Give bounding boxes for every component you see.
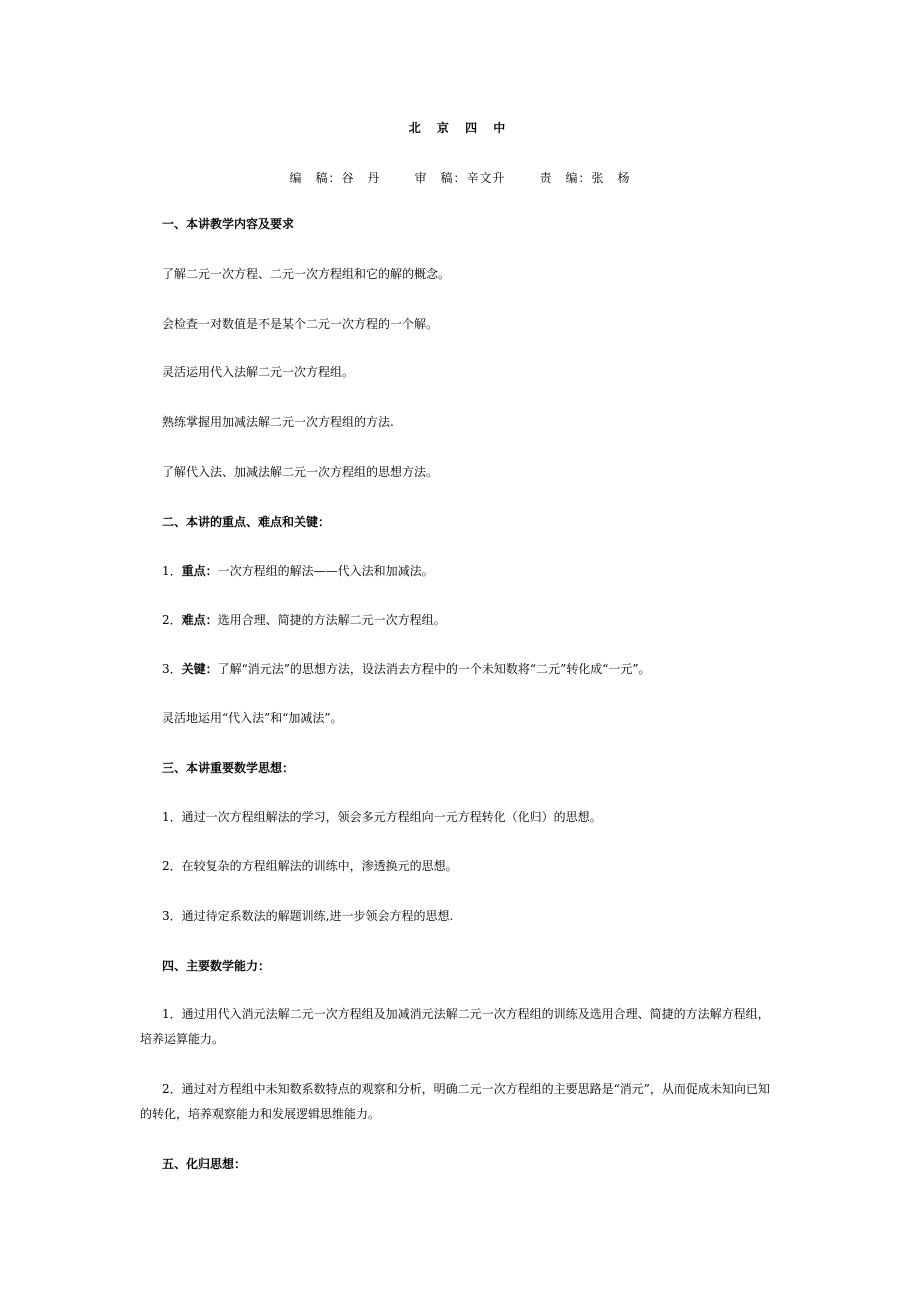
section-2-item-key [162, 661, 650, 677]
item-label: 重点： [181, 564, 218, 578]
section-1-item: 了解代入法、加减法解二元一次方程组的思想方法。 [162, 465, 439, 479]
section-1-item: 灵活运用代入法解二元一次方程组。 [162, 365, 355, 379]
section-2-item-difficulty [162, 612, 446, 628]
item-number: 1． [162, 564, 182, 578]
item-label: 关键： [181, 662, 218, 676]
item-number: 3． [162, 662, 182, 676]
item-text: 选用合理、简捷的方法解二元一次方程组。 [217, 613, 446, 627]
section-2-item-key-point [162, 563, 434, 579]
section-1-heading: 一、本讲教学内容及要求 [162, 217, 295, 231]
item-number: 2． [162, 613, 182, 627]
section-1-item: 会检查一对数值是不是某个二元一次方程的一个解。 [162, 317, 439, 331]
credits-line [0, 170, 920, 186]
section-3-item: 2．在较复杂的方程组解法的训练中，渗透换元的思想。 [162, 859, 458, 873]
section-2-heading: 二、本讲的重点、难点和关键： [162, 515, 331, 529]
section-4-item-line: 的转化，培养观察能力和发展逻辑思维能力。 [140, 1107, 381, 1121]
credit-editor: 编 稿：谷 丹 [289, 171, 381, 185]
section-1-item: 了解二元一次方程、二元一次方程组和它的解的概念。 [162, 267, 451, 281]
section-3-heading: 三、本讲重要数学思想： [162, 761, 295, 775]
item-text: 了解“消元法”的思想方法，设法消去方程中的一个未知数将“二元”转化成“一元”。 [217, 662, 651, 676]
item-text: 一次方程组的解法——代入法和加减法。 [217, 564, 434, 578]
credit-chief-editor: 责 编：张 杨 [539, 171, 631, 185]
section-4-heading: 四、主要数学能力： [162, 959, 271, 973]
section-4-item-line: 2．通过对方程组中未知数系数特点的观察和分析，明确二元一次方程组的主要思路是“消元”，从而促成未知向已知 [162, 1082, 770, 1096]
credit-reviewer: 审 稿：辛文升 [414, 171, 506, 185]
section-2-item-text: 灵活地运用“代入法”和“加减法”。 [162, 711, 343, 725]
section-3-item: 3．通过待定系数法的解题训练,进一步领会方程的思想. [162, 909, 454, 923]
section-4-item-line: 1．通过用代入消元法解二元一次方程组及加减消元法解二元一次方程组的训练及选用合理、简捷的方法解方程组， [162, 1007, 770, 1021]
section-3-item: 1．通过一次方程组解法的学习，领会多元方程组向一元方程转化（化归）的思想。 [162, 810, 602, 824]
section-5-heading: 五、化归思想： [162, 1157, 247, 1171]
item-label: 难点： [181, 613, 218, 627]
section-1-item: 熟练掌握用加减法解二元一次方程组的方法. [162, 415, 394, 429]
document-title: 北 京 四 中 [408, 121, 512, 135]
section-4-item-line: 培养运算能力。 [140, 1032, 225, 1046]
